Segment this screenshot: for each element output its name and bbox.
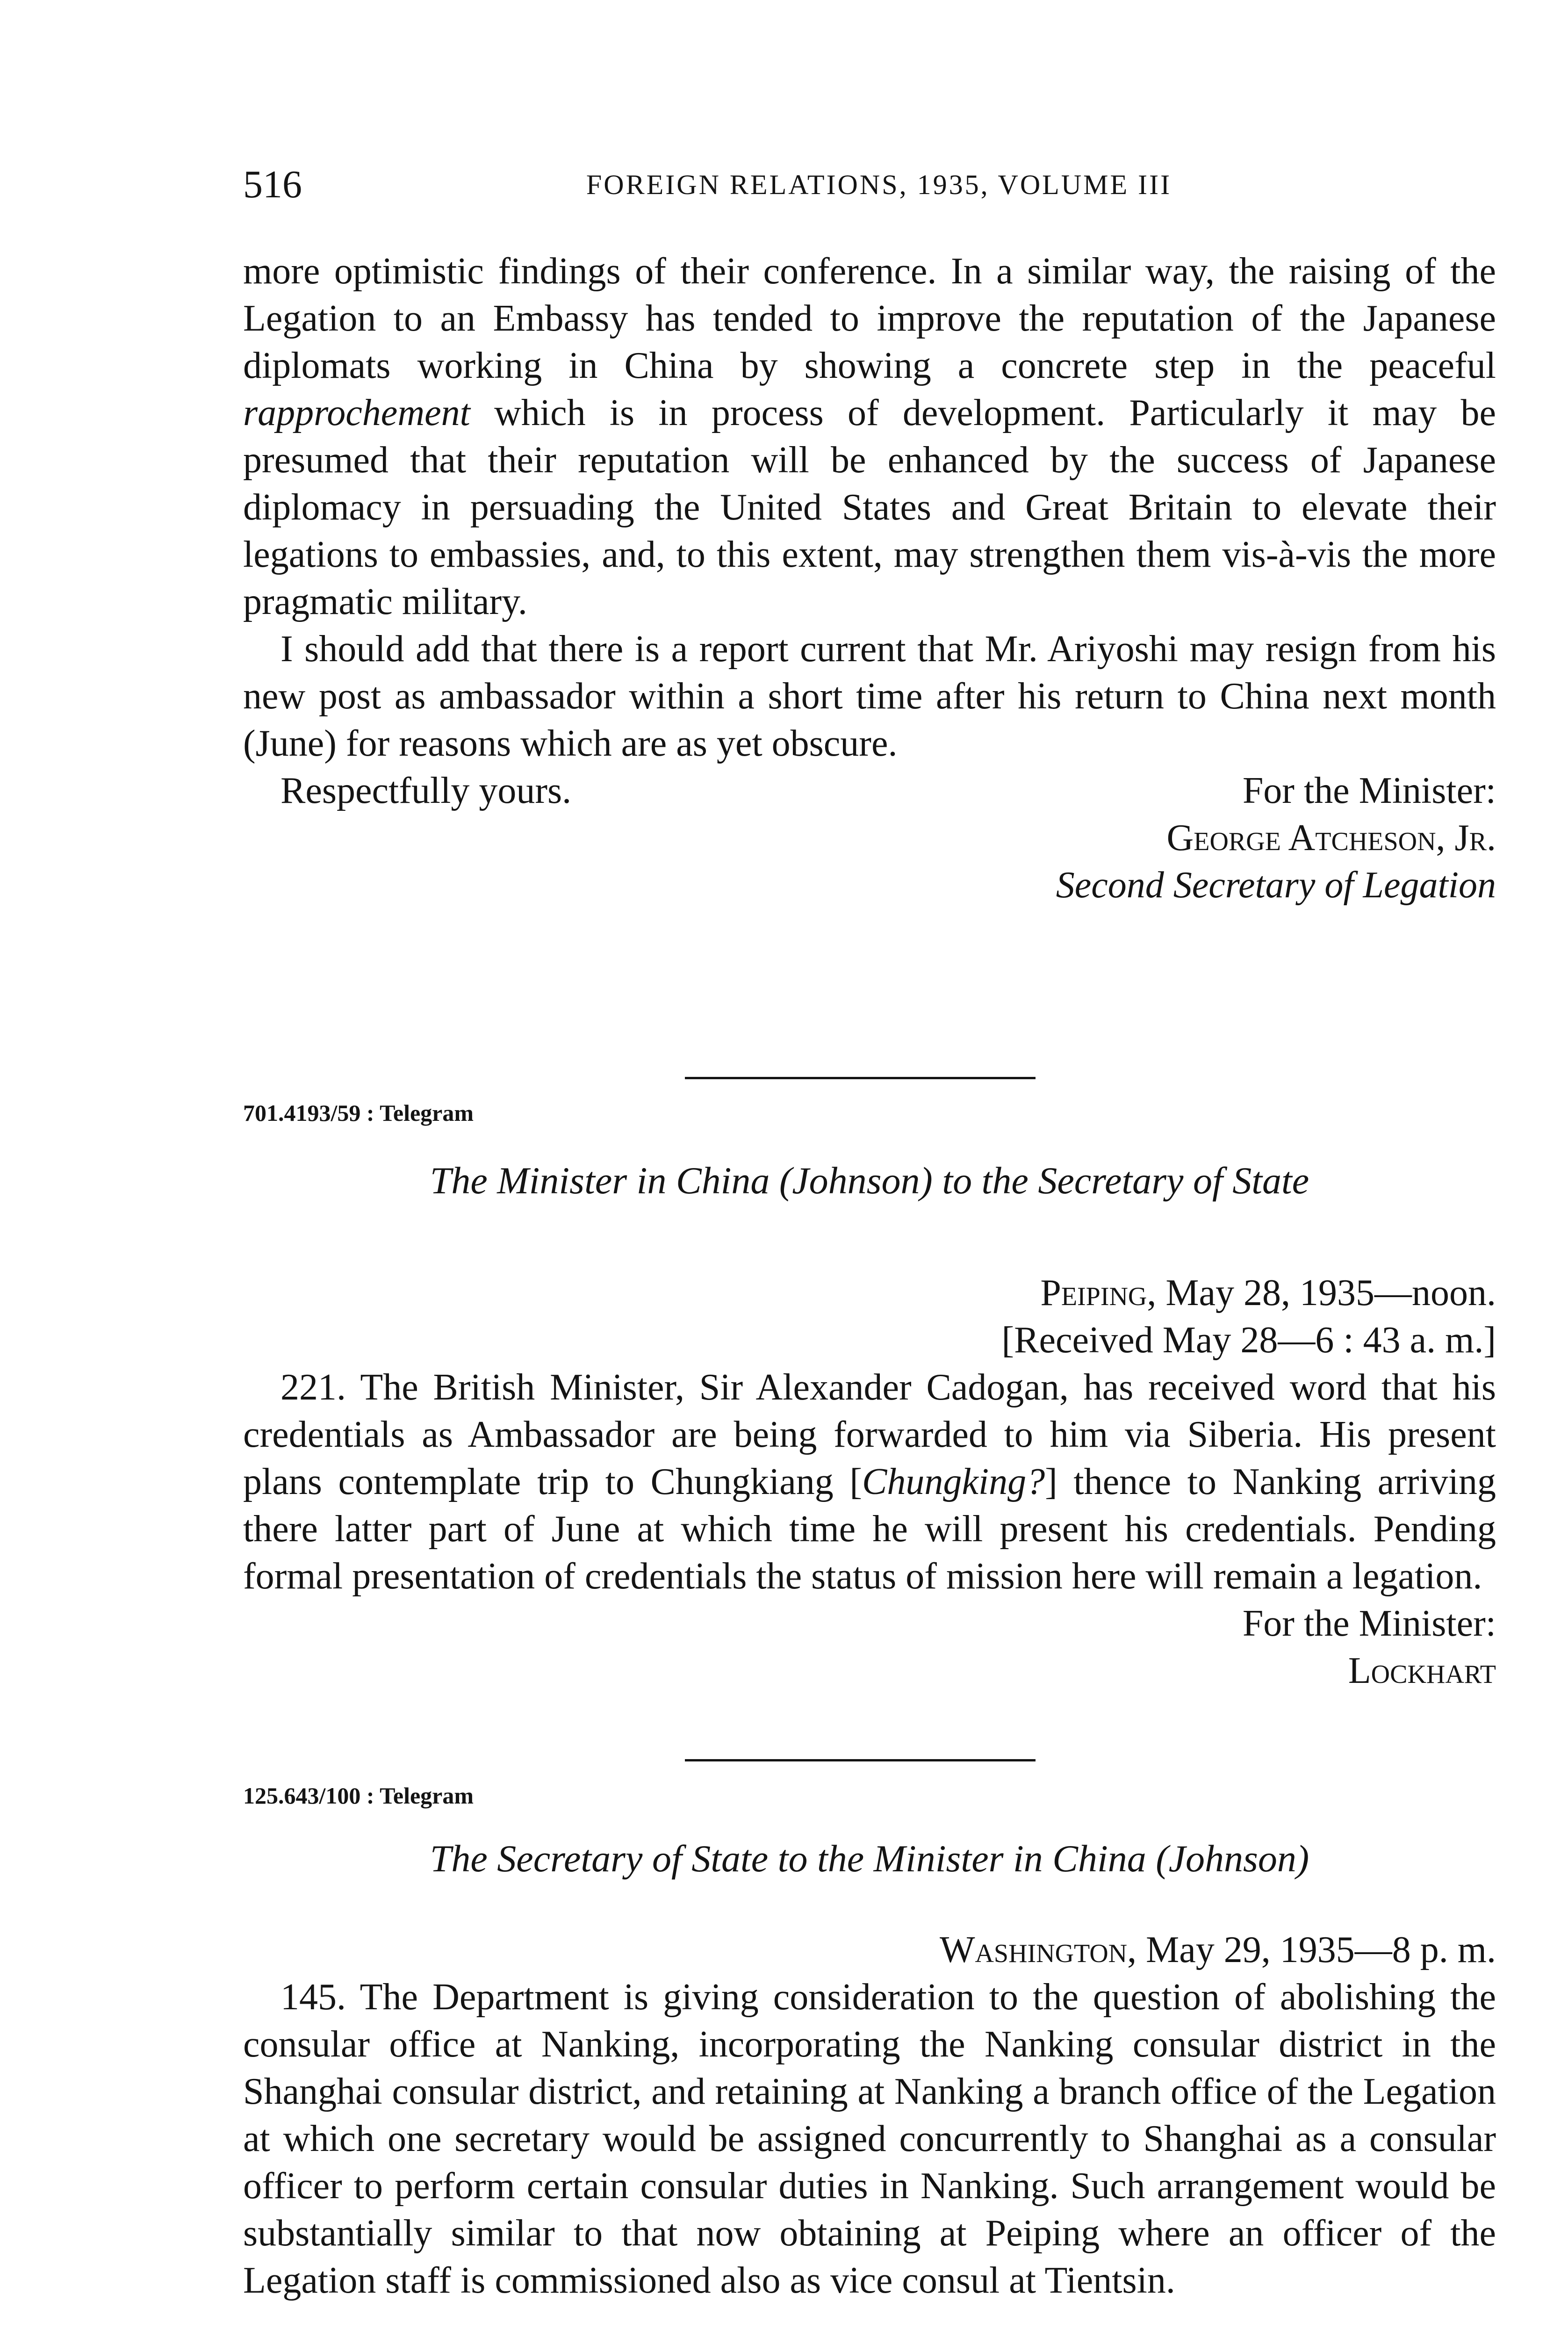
telegram-body	[243, 1364, 1496, 1600]
dateline-date: May 28, 1935—noon.	[1156, 1272, 1496, 1313]
dateline	[243, 1927, 1496, 1974]
document-heading	[243, 1833, 1496, 1884]
dateline	[243, 1270, 1496, 1317]
telegram-145	[243, 1779, 1496, 2304]
heading-name: Johnson	[1168, 1837, 1296, 1880]
heading-text: ) to the Secretary of State	[920, 1159, 1309, 1202]
section-divider	[685, 1759, 1036, 1761]
paragraph-text: which is in process of development. Particularly it may be presumed that their reputation will be enhanced by the success of Japanese diplomacy in persuading the United States and Great Britain to elevate their legations to embassies, and, to this extent, may strengthen them vis-à-vis the more pragmatic military.	[243, 392, 1496, 622]
dateline-place: Peiping,	[1040, 1272, 1157, 1313]
paragraph-text: ] thence to Nanking arriving there latter part of June at which time he will present his credentials. Pending formal presentation of credentials the status of mission here will remain a legation.	[243, 1461, 1496, 1597]
received-line: [Received May 28—6 : 43 a. m.]	[1001, 1320, 1496, 1361]
page-number: 516	[243, 163, 302, 206]
telegram-221	[243, 1097, 1496, 1695]
file-reference: 701.4193/59 : Telegram	[243, 1100, 474, 1126]
section-divider	[685, 1077, 1036, 1079]
heading-text: )	[1296, 1837, 1309, 1880]
paragraph-text: 221. The British Minister, Sir Alexander Cadogan, has received word that his credentials as Ambassador are being forwarded to him via Siberia. His present plans contemplate trip to Chungkiang [	[243, 1367, 1496, 1502]
dateline-place: Washington,	[939, 1929, 1137, 1970]
italic-term: rapprochement	[243, 392, 470, 433]
running-head: FOREIGN RELATIONS, 1935, VOLUME III	[586, 169, 1172, 200]
continuation-paragraph	[243, 248, 1496, 626]
page-header	[243, 159, 1496, 210]
dateline-date: May 29, 1935—8 p. m.	[1136, 1929, 1496, 1970]
for-the-minister: For the Minister:	[1242, 1603, 1496, 1644]
closing-line	[243, 767, 1496, 815]
heading-text: The Secretary of State to the Minister in China (	[430, 1837, 1169, 1880]
signer-title: Second Secretary of Legation	[1056, 865, 1496, 906]
despatch-continuation	[243, 248, 1496, 909]
signer-name: Lockhart	[1348, 1650, 1496, 1691]
heading-text: The Minister in China (	[430, 1159, 792, 1202]
ariyoshi-paragraph: I should add that there is a report current that Mr. Ariyoshi may resign from his new post as ambassador within a short time after his return to China next month (June) for reasons which are as yet obscure.	[243, 628, 1496, 764]
for-the-minister: For the Minister:	[1242, 770, 1496, 811]
heading-name: Johnson	[792, 1159, 920, 1202]
telegram-body: 145. The Department is giving consideration to the question of abolishing the consular office at Nanking, incorporating the Nanking consular district in the Shanghai consular district, and retaining at Nanking a branch office of the Legation at which one secretary would be assigned concurrently to Shanghai as a consular officer to perform certain consular duties in Nanking. Such arrangement would be substantially similar to that now obtaining at Peiping where an officer of the Legation staff is commissioned also as vice consul at Tientsin.	[243, 1977, 1496, 2301]
signer-name: George Atcheson, Jr.	[1166, 817, 1496, 859]
file-reference: 125.643/100 : Telegram	[243, 1782, 474, 1809]
closing-salutation: Respectfully yours.	[281, 770, 572, 811]
paragraph-text: more optimistic findings of their conference. In a similar way, the raising of the Legation to an Embassy has tended to improve the reputation of the Japanese diplomats working in China by showing a concrete step in the peaceful	[243, 251, 1496, 386]
document-heading	[243, 1155, 1496, 1206]
italic-term: Chungking?	[862, 1461, 1045, 1502]
